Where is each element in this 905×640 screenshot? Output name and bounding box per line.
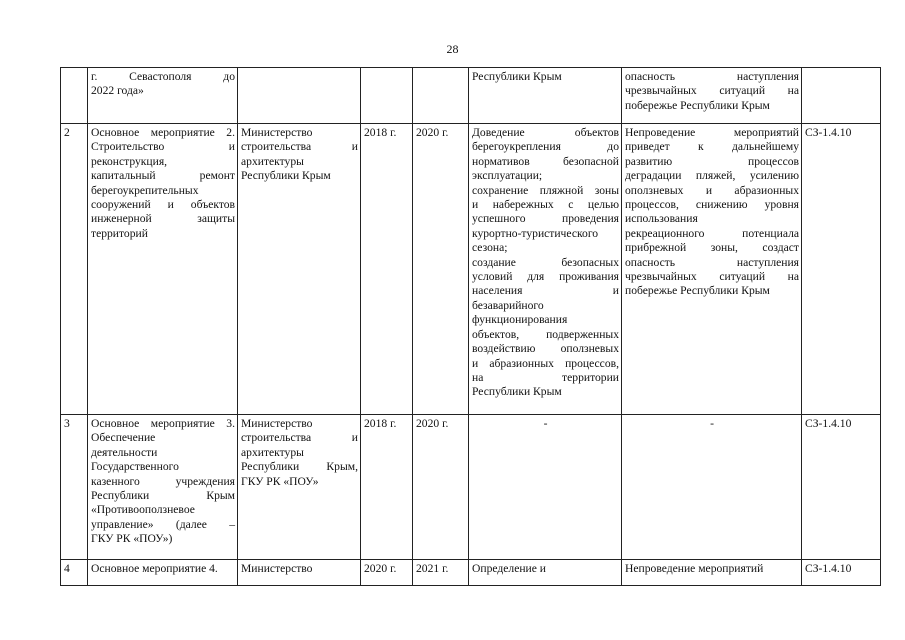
measure-line: казенного учреждения bbox=[91, 474, 235, 488]
measure-line: г. Севастополя до bbox=[91, 70, 235, 83]
end-year-cell: 2021 г. bbox=[413, 560, 469, 586]
result-line: успешного проведения bbox=[472, 212, 619, 226]
consequences-cell bbox=[622, 124, 802, 415]
consequences-line: чрезвычайных ситуаций на bbox=[625, 84, 799, 98]
table-body bbox=[61, 68, 881, 586]
start-year-cell: 2018 г. bbox=[361, 415, 413, 560]
indicator-cell bbox=[802, 68, 881, 124]
consequences-cell bbox=[622, 68, 802, 124]
measure-cell bbox=[88, 560, 238, 586]
result-line: эксплуатации; bbox=[472, 169, 543, 183]
consequences-line: деградации пляжей, усилению bbox=[625, 169, 799, 183]
result-line: сохранение пляжной зоны bbox=[472, 183, 619, 197]
result-line: и абразионных процессов, bbox=[472, 356, 619, 370]
result-cell bbox=[469, 68, 622, 124]
measure-line: 2022 года» bbox=[91, 84, 144, 98]
executor-line: строительства и bbox=[241, 140, 358, 154]
table-row bbox=[61, 68, 881, 124]
measure-line: реконструкция, bbox=[91, 154, 168, 168]
measure-line: инженерной защиты bbox=[91, 212, 235, 226]
consequences-line: побережье Республики Крым bbox=[625, 98, 770, 112]
indicator-cell: СЗ-1.4.10 bbox=[802, 560, 881, 586]
result-line: сезона; bbox=[472, 241, 508, 255]
start-year-cell bbox=[361, 68, 413, 124]
executor-line: Министерство bbox=[241, 126, 313, 139]
row-number-cell: 4 bbox=[61, 560, 88, 586]
consequences-line: опасность наступления bbox=[625, 255, 799, 269]
result-line: Республики Крым bbox=[472, 70, 562, 83]
consequences-line: оползневых и абразионных bbox=[625, 183, 799, 197]
executor-cell bbox=[238, 560, 361, 586]
executor-cell bbox=[238, 68, 361, 124]
row-number-cell: 3 bbox=[61, 415, 88, 560]
measure-line: деятельности bbox=[91, 445, 158, 459]
measure-cell bbox=[88, 68, 238, 124]
measure-line: Обеспечение bbox=[91, 431, 156, 445]
result-line: безаварийного bbox=[472, 298, 544, 312]
executor-cell bbox=[238, 124, 361, 415]
executor-line: Республики Крым bbox=[241, 169, 331, 183]
end-year-cell: 2020 г. bbox=[413, 124, 469, 415]
consequences-line: опасность наступления bbox=[625, 70, 799, 83]
end-year-cell: 2020 г. bbox=[413, 415, 469, 560]
result-cell bbox=[469, 560, 622, 586]
result-cell: - bbox=[469, 415, 622, 560]
result-line: населения и bbox=[472, 284, 619, 298]
result-line: воздействию оползневых bbox=[472, 342, 619, 356]
table-row bbox=[61, 415, 881, 560]
program-measures-table bbox=[60, 67, 881, 586]
result-line: Доведение объектов bbox=[472, 126, 619, 139]
result-line: Определение и bbox=[472, 562, 547, 575]
measure-cell bbox=[88, 124, 238, 415]
measure-line: Республики Крым bbox=[91, 489, 235, 503]
consequences-line: побережье Республики Крым bbox=[625, 284, 770, 298]
measure-line: ГКУ РК «ПОУ») bbox=[91, 532, 173, 546]
row-number-cell: 2 bbox=[61, 124, 88, 415]
measure-line: берегоукрепительных bbox=[91, 183, 199, 197]
measure-line: территорий bbox=[91, 226, 148, 240]
result-line: берегоукрепления до bbox=[472, 140, 619, 154]
measure-line: управление» (далее – bbox=[91, 517, 235, 531]
consequences-line: процессов, снижению уровня bbox=[625, 198, 799, 212]
consequences-line: развитию процессов bbox=[625, 154, 799, 168]
page-number: 28 bbox=[446, 42, 459, 56]
result-cell bbox=[469, 124, 622, 415]
measure-line: «Противооползневое bbox=[91, 503, 195, 517]
measure-line: Основное мероприятие 2. bbox=[91, 126, 235, 139]
executor-line: архитектуры bbox=[241, 154, 304, 168]
result-line: нормативов безопасной bbox=[472, 154, 619, 168]
executor-line: ГКУ РК «ПОУ» bbox=[241, 474, 319, 488]
measure-line: Основное мероприятие 4. bbox=[91, 562, 218, 575]
result-line: объектов, подверженных bbox=[472, 327, 619, 341]
consequences-line: приведет к дальнейшему bbox=[625, 140, 799, 154]
consequences-line: использования bbox=[625, 212, 698, 226]
indicator-cell: СЗ-1.4.10 bbox=[802, 124, 881, 415]
result-line: и набережных с целью bbox=[472, 198, 619, 212]
measure-line: Государственного bbox=[91, 460, 179, 474]
result-line: функционирования bbox=[472, 313, 568, 327]
indicator-cell: СЗ-1.4.10 bbox=[802, 415, 881, 560]
result-line: на территории bbox=[472, 370, 619, 384]
measure-line: сооружений и объектов bbox=[91, 198, 235, 212]
result-line: условий для проживания bbox=[472, 270, 619, 284]
consequences-cell bbox=[622, 560, 802, 586]
table-row bbox=[61, 560, 881, 586]
measure-cell bbox=[88, 415, 238, 560]
result-line: создание безопасных bbox=[472, 255, 619, 269]
measure-line: Строительство и bbox=[91, 140, 235, 154]
executor-line: Министерство bbox=[241, 417, 313, 430]
consequences-line: прибрежной зоны, создаст bbox=[625, 241, 799, 255]
start-year-cell: 2020 г. bbox=[361, 560, 413, 586]
executor-line: Министерство bbox=[241, 562, 313, 575]
end-year-cell bbox=[413, 68, 469, 124]
consequences-line: Непроведение мероприятий bbox=[625, 126, 799, 139]
measure-line: Основное мероприятие 3. bbox=[91, 417, 235, 430]
executor-line: Республики Крым, bbox=[241, 460, 358, 474]
measure-line: капитальный ремонт bbox=[91, 169, 235, 183]
consequences-line: чрезвычайных ситуаций на bbox=[625, 270, 799, 284]
executor-cell bbox=[238, 415, 361, 560]
table-row bbox=[61, 124, 881, 415]
row-number-cell bbox=[61, 68, 88, 124]
executor-line: строительства и bbox=[241, 431, 358, 445]
result-line: Республики Крым bbox=[472, 385, 562, 399]
consequences-cell: - bbox=[622, 415, 802, 560]
executor-line: архитектуры bbox=[241, 445, 304, 459]
consequences-line: рекреационного потенциала bbox=[625, 226, 799, 240]
result-line: курортно-туристического bbox=[472, 226, 599, 240]
consequences-line: Непроведение мероприятий bbox=[625, 562, 764, 575]
start-year-cell: 2018 г. bbox=[361, 124, 413, 415]
